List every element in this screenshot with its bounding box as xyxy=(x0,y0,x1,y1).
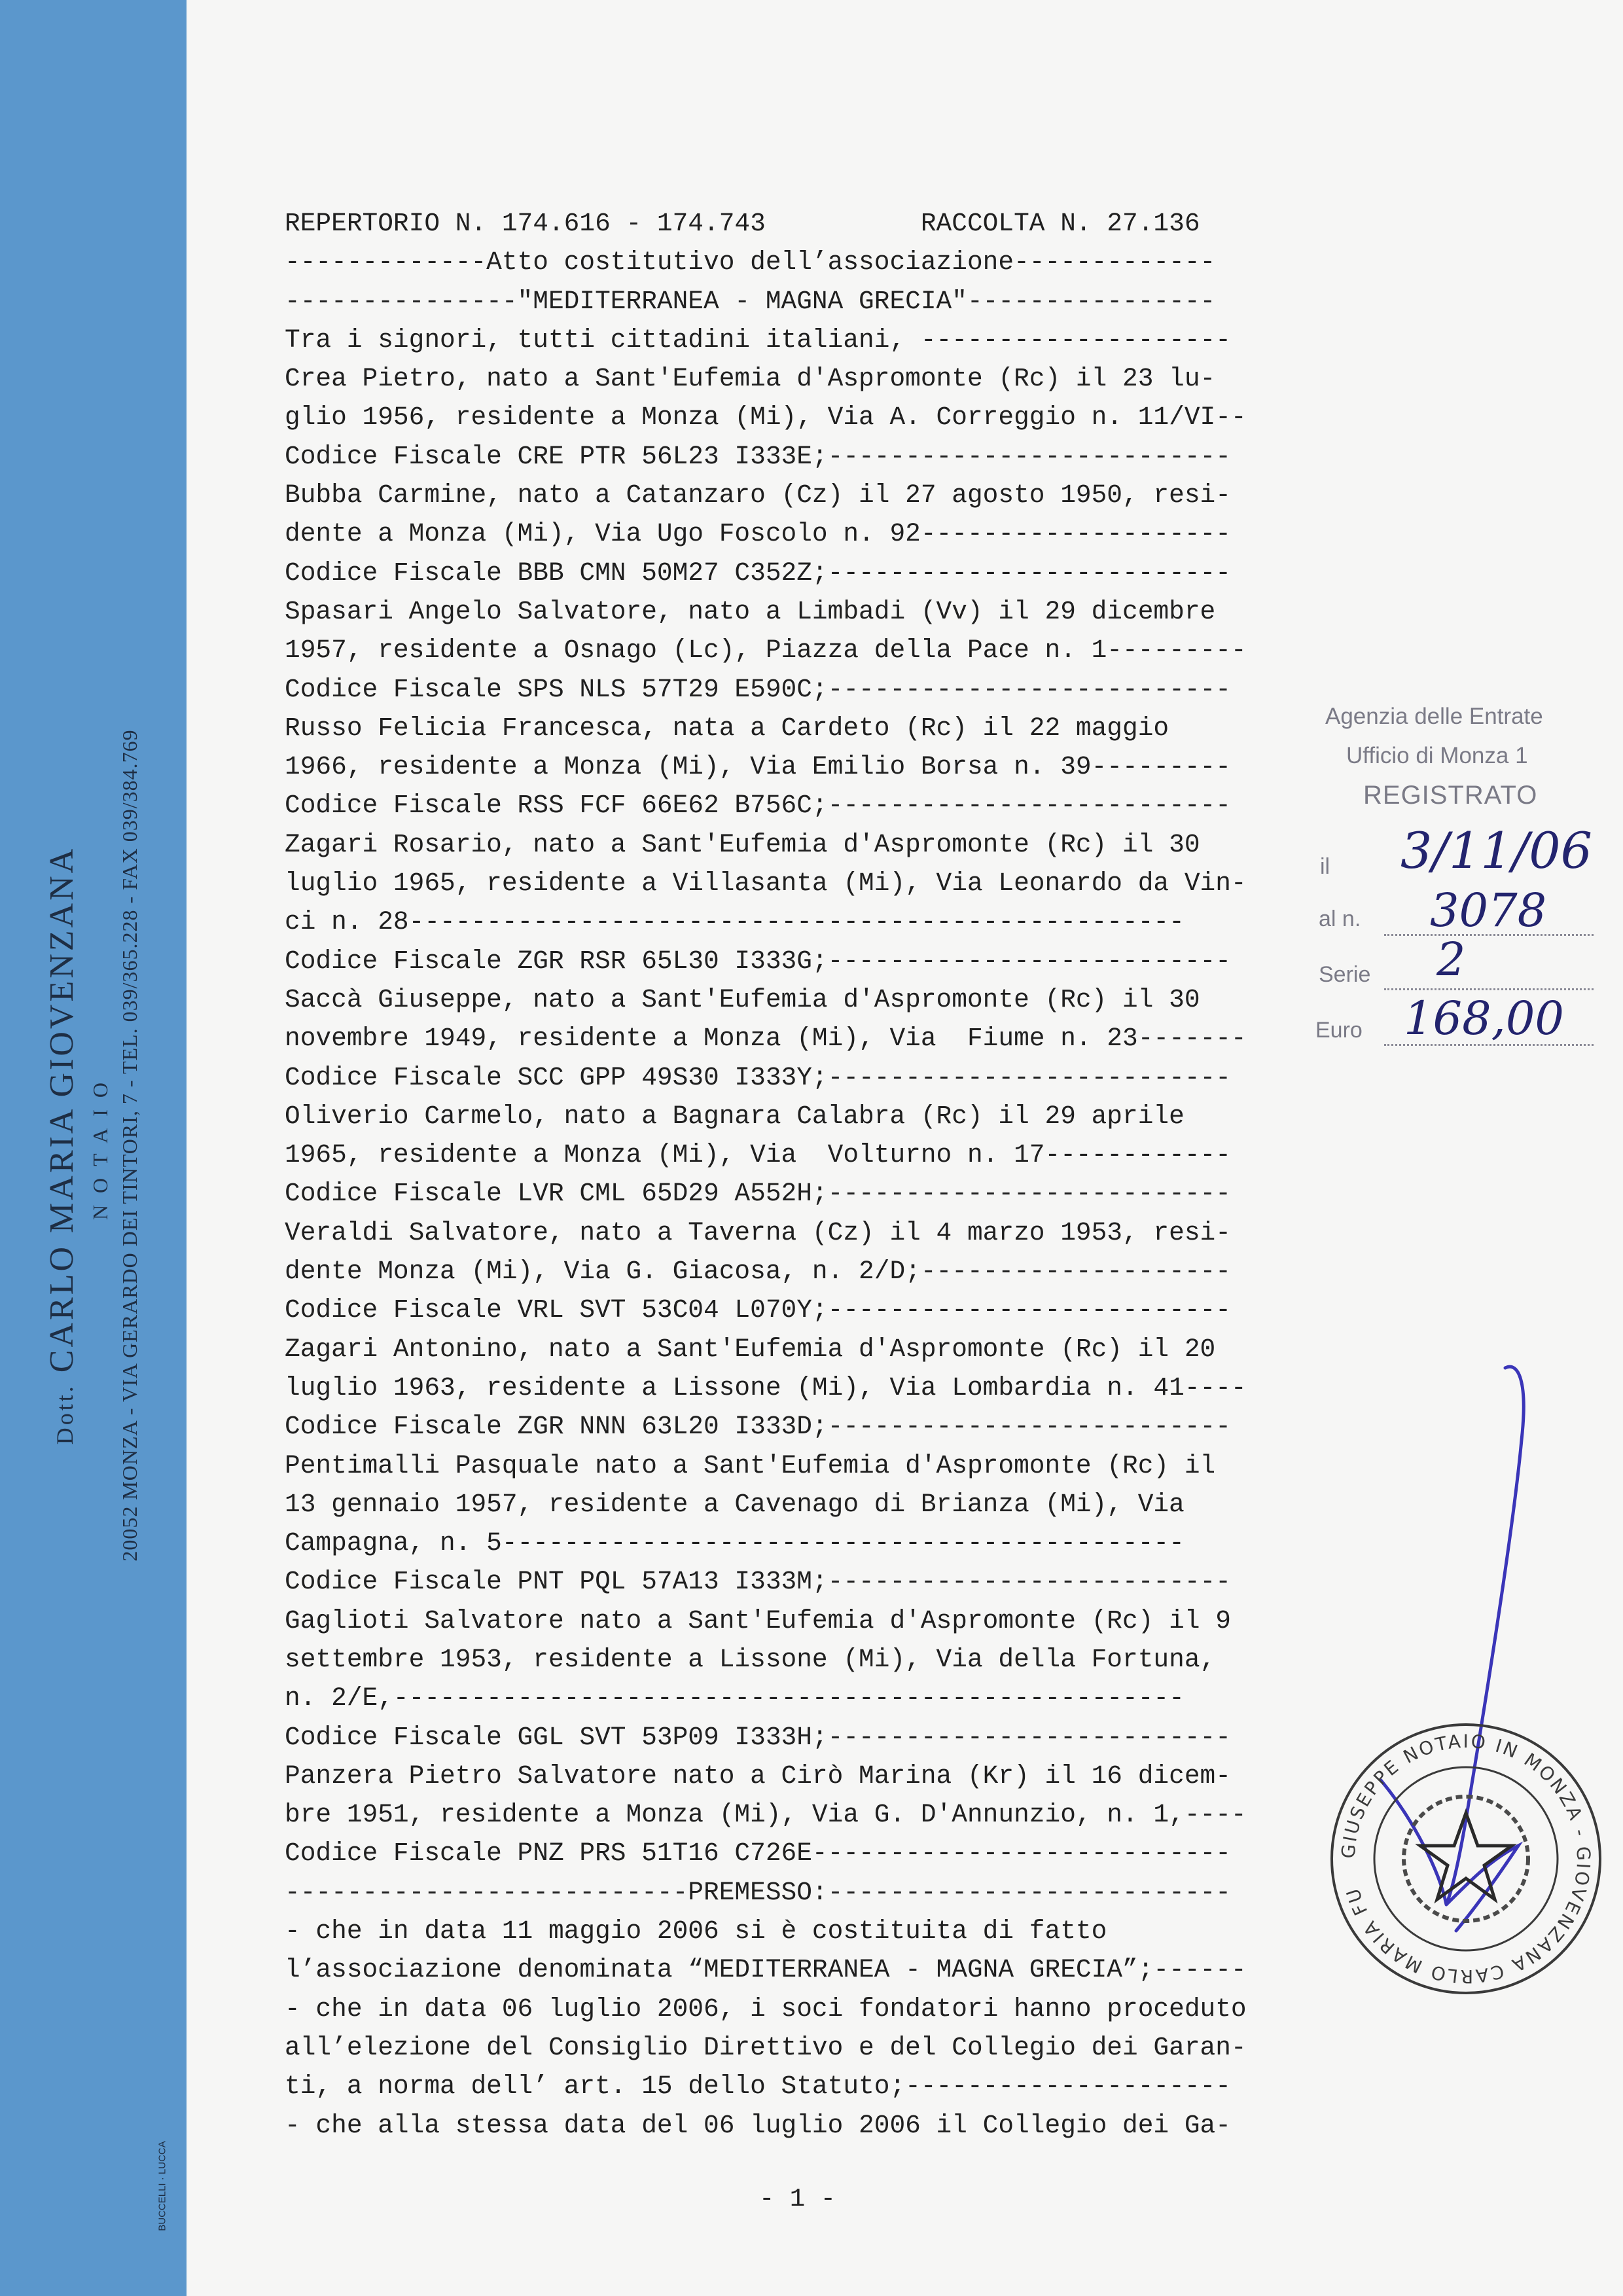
seal-inscription: GIUSEPPE NOTAIO IN MONZA - GIOVENZANA CARLO MARIA FU xyxy=(1337,1730,1595,1988)
deed-line: Bubba Carmine, nato a Catanzaro (Cz) il 27 agosto 1950, resi- xyxy=(285,480,1231,511)
deed-line: Codice Fiscale PNT PQL 57A13 I333M;-------------------------- xyxy=(285,1567,1231,1597)
stamp-euro-value: 168,00 xyxy=(1404,992,1564,1045)
deed-line: Codice Fiscale GGL SVT 53P09 I333H;-------------------------- xyxy=(285,1722,1231,1752)
deed-line: -------------Atto costitutivo dell’associazione------------- xyxy=(285,247,1216,278)
seal-outer-ring xyxy=(1332,1725,1600,1993)
deed-line: all’elezione del Consiglio Direttivo e del Collegio dei Garan- xyxy=(285,2032,1247,2062)
letterhead-sidebar xyxy=(0,0,187,2296)
deed-line: luglio 1965, residente a Villasanta (Mi), Via Leonardo da Vin- xyxy=(285,869,1247,899)
deed-line: Crea Pietro, nato a Sant'Eufemia d'Aspromonte (Rc) il 23 lu- xyxy=(285,364,1216,394)
deed-line: dente a Monza (Mi), Via Ugo Foscolo n. 92-------------------- xyxy=(285,519,1231,549)
deed-line: Codice Fiscale CRE PTR 56L23 I333E;-------------------------- xyxy=(285,441,1231,471)
seal-graphic xyxy=(1322,1715,1610,2003)
deed-line: Russo Felicia Francesca, nata a Cardeto (Rc) il 22 maggio xyxy=(285,713,1169,743)
deed-line: luglio 1963, residente a Lissone (Mi), Via Lombardia n. 41---- xyxy=(285,1372,1247,1403)
deed-line: Codice Fiscale ZGR NNN 63L20 I333D;-------------------------- xyxy=(285,1412,1231,1442)
seal-star-icon xyxy=(1420,1813,1512,1899)
stamp-number-value: 3078 xyxy=(1430,884,1547,937)
deed-line: l’associazione denominata “MEDITERRANEA - MAGNA GRECIA”;------ xyxy=(285,1955,1247,1985)
stamp-euro-label: Euro xyxy=(1315,1018,1363,1043)
notary-name: CARLO MARIA GIOVENZANA xyxy=(43,846,80,1373)
deed-line: Codice Fiscale VRL SVT 53C04 L070Y;-------------------------- xyxy=(285,1295,1231,1325)
deed-line: settembre 1953, residente a Lissone (Mi), Via della Fortuna, xyxy=(285,1644,1216,1674)
deed-line: ---------------"MEDITERRANEA - MAGNA GRECIA"---------------- xyxy=(285,286,1216,316)
notary-address: 20052 MONZA - VIA GERARDO DEI TINTORI, 7 - TEL. 039/365.228 - FAX 039/384.769 xyxy=(118,729,141,1562)
deed-line: Tra i signori, tutti cittadini italiani, -------------------- xyxy=(285,325,1231,355)
deed-line: ci n. 28-------------------------------------------------- xyxy=(285,907,1185,937)
deed-line: Codice Fiscale ZGR RSR 65L30 I333G;-------------------------- xyxy=(285,946,1231,976)
deed-line: Codice Fiscale SCC GPP 49S30 I333Y;-------------------------- xyxy=(285,1062,1231,1092)
deed-line: 1965, residente a Monza (Mi), Via Volturno n. 17------------ xyxy=(285,1140,1231,1170)
deed-line: 1957, residente a Osnago (Lc), Piazza della Pace n. 1--------- xyxy=(285,636,1247,666)
stamp-office: Ufficio di Monza 1 xyxy=(1346,743,1528,768)
deed-line: 1966, residente a Monza (Mi), Via Emilio Borsa n. 39--------- xyxy=(285,752,1231,782)
stamp-date-label: il xyxy=(1320,854,1330,879)
deed-line: Codice Fiscale PNZ PRS 51T16 C726E--------------------------- xyxy=(285,1839,1231,1869)
deed-line: Saccà Giuseppe, nato a Sant'Eufemia d'Aspromonte (Rc) il 30 xyxy=(285,984,1200,1014)
deed-line: Pentimalli Pasquale nato a Sant'Eufemia d'Aspromonte (Rc) il xyxy=(285,1450,1216,1480)
stamp-number-label: al n. xyxy=(1319,906,1361,931)
deed-line: Codice Fiscale RSS FCF 66E62 B756C;-------------------------- xyxy=(285,791,1231,821)
deed-line: Spasari Angelo Salvatore, nato a Limbadi (Vv) il 29 dicembre xyxy=(285,596,1216,626)
notary-seal xyxy=(1322,1715,1610,2003)
deed-line: bre 1951, residente a Monza (Mi), Via G. D'Annunzio, n. 1,---- xyxy=(285,1800,1247,1830)
deed-line: glio 1956, residente a Monza (Mi), Via A. Correggio n. 11/VI-- xyxy=(285,403,1247,433)
notary-role: NOTAIO xyxy=(88,1070,112,1221)
deed-line: Campagna, n. 5-------------------------------------------- xyxy=(285,1528,1185,1558)
printer-mark: BUCCELLI · LUCCA xyxy=(156,2141,168,2231)
deed-line: --------------------------PREMESSO:-------------------------- xyxy=(285,1877,1231,1907)
deed-body xyxy=(285,204,1319,2145)
notary-title-dott: Dott. xyxy=(52,1384,78,1445)
stamp-series-dots xyxy=(1384,988,1594,990)
deed-line: ti, a norma dell’ art. 15 dello Statuto;--------------------- xyxy=(285,2072,1231,2102)
page-number: - 1 - xyxy=(759,2185,836,2214)
deed-line: Oliverio Carmelo, nato a Bagnara Calabra (Rc) il 29 aprile xyxy=(285,1101,1185,1131)
deed-line: 13 gennaio 1957, residente a Cavenago di Brianza (Mi), Via xyxy=(285,1489,1185,1519)
notary-name-line xyxy=(41,491,86,1800)
deed-line: - che in data 06 luglio 2006, i soci fondatori hanno proceduto xyxy=(285,1994,1247,2024)
letterhead-text xyxy=(41,491,145,1800)
stamp-agency: Agenzia delle Entrate xyxy=(1325,704,1543,729)
stamp-registered: REGISTRATO xyxy=(1363,781,1538,810)
stamp-date-value: 3/11/06 xyxy=(1400,821,1592,880)
deed-line: - che in data 11 maggio 2006 si è costituita di fatto xyxy=(285,1916,1107,1946)
stamp-series-value: 2 xyxy=(1436,933,1466,986)
deed-line: Codice Fiscale LVR CML 65D29 A552H;-------------------------- xyxy=(285,1179,1231,1209)
deed-line: Codice Fiscale SPS NLS 57T29 E590C;-------------------------- xyxy=(285,674,1231,704)
deed-line: Veraldi Salvatore, nato a Taverna (Cz) il 4 marzo 1953, resi- xyxy=(285,1217,1231,1247)
deed-line: novembre 1949, residente a Monza (Mi), Via Fiume n. 23------- xyxy=(285,1024,1247,1054)
deed-line: - che alla stessa data del 06 luglio 2006 il Collegio dei Ga- xyxy=(285,2110,1231,2140)
deed-line: Codice Fiscale BBB CMN 50M27 C352Z;-------------------------- xyxy=(285,558,1231,588)
deed-line: Gaglioti Salvatore nato a Sant'Eufemia d'Aspromonte (Rc) il 9 xyxy=(285,1605,1231,1636)
deed-line: Panzera Pietro Salvatore nato a Cirò Marina (Kr) il 16 dicem- xyxy=(285,1761,1231,1791)
deed-line: Zagari Antonino, nato a Sant'Eufemia d'Aspromonte (Rc) il 20 xyxy=(285,1334,1216,1364)
deed-line: REPERTORIO N. 174.616 - 174.743 RACCOLTA N. 27.136 xyxy=(285,209,1200,238)
stamp-series-label: Serie xyxy=(1319,962,1371,987)
deed-line: dente Monza (Mi), Via G. Giacosa, n. 2/D;-------------------- xyxy=(285,1257,1231,1287)
deed-line: Zagari Rosario, nato a Sant'Eufemia d'Aspromonte (Rc) il 30 xyxy=(285,829,1200,859)
deed-line: n. 2/E,--------------------------------------------------- xyxy=(285,1683,1185,1713)
